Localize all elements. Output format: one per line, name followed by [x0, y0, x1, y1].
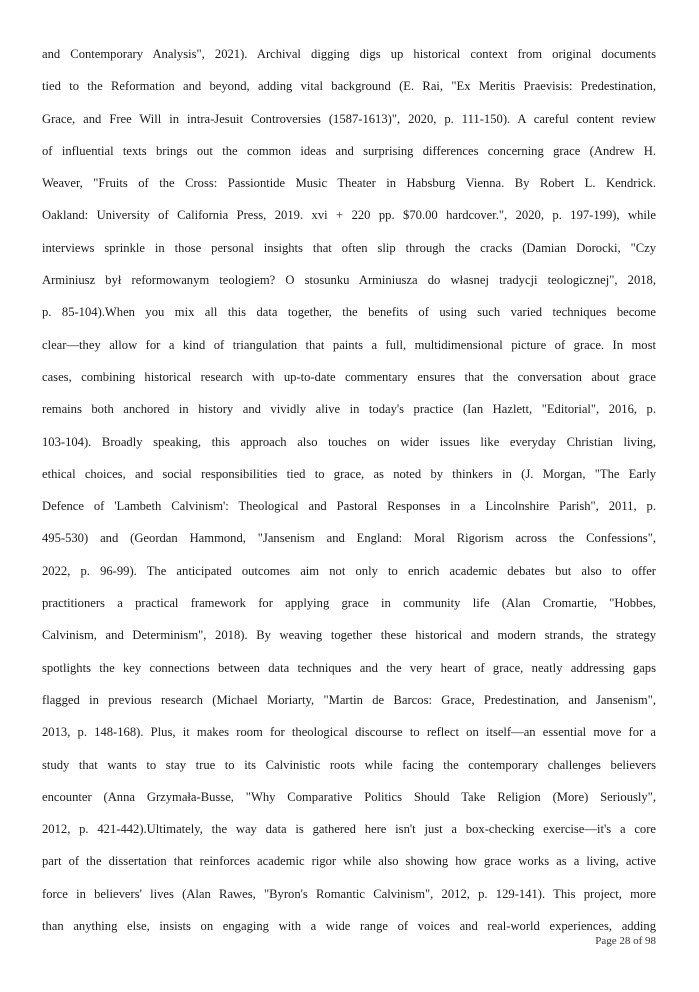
text-line: 2012, p. 421-442).Ultimately, the way data is gathered here isn't just a box-checking exercise—it's a core	[42, 822, 656, 837]
text-line: encounter (Anna Grzymała-Busse, "Why Comparative Politics Should Take Religion (More) Seriously",	[42, 789, 656, 804]
text-line: ethical choices, and social responsibilities tied to grace, as noted by thinkers in (J. Morgan, "The Early	[42, 466, 656, 481]
text-line: than anything else, insists on engaging with a wide range of voices and real-world experiences, adding	[42, 919, 656, 934]
text-line: 103-104). Broadly speaking, this approach also touches on wider issues like everyday Christian living,	[42, 434, 656, 449]
text-line: part of the dissertation that reinforces academic rigor while also showing how grace works as a living, active	[42, 854, 656, 869]
text-line: of influential texts brings out the common ideas and surprising differences concerning grace (Andrew H.	[42, 143, 656, 158]
text-line: study that wants to stay true to its Calvinistic roots while facing the contemporary challenges believers	[42, 757, 656, 772]
text-line: and Contemporary Analysis", 2021). Archival digging digs up historical context from original documents	[42, 47, 656, 61]
text-line: spotlights the key connections between data techniques and the very heart of grace, neatly addressing gaps	[42, 660, 656, 675]
text-line: flagged in previous research (Michael Moriarty, "Martin de Barcos: Grace, Predestination, and Jansenism",	[42, 692, 656, 707]
text-line: practitioners a practical framework for applying grace in community life (Alan Cromartie, "Hobbes,	[42, 596, 656, 611]
text-line: Defence of 'Lambeth Calvinism': Theological and Pastoral Responses in a Lincolnshire Parish", 2011, p.	[42, 499, 656, 514]
text-line: Calvinism, and Determinism", 2018). By weaving together these historical and modern strands, the strategy	[42, 628, 656, 643]
text-line: cases, combining historical research with up-to-date commentary ensures that the conversation about grace	[42, 369, 656, 384]
text-line: p. 85-104).When you mix all this data together, the benefits of using such varied techniques become	[42, 305, 656, 320]
text-line: remains both anchored in history and vividly alive in today's practice (Ian Hazlett, "Editorial", 2016, p.	[42, 402, 656, 417]
text-line: tied to the Reformation and beyond, adding vital background (E. Rai, "Ex Meritis Praevisis: Predestination,	[42, 79, 656, 94]
document-body	[42, 38, 656, 942]
text-line: Weaver, "Fruits of the Cross: Passiontide Music Theater in Habsburg Vienna. By Robert L. Kendrick.	[42, 176, 656, 191]
text-line: Oakland: University of California Press, 2019. xvi + 220 pp. $70.00 hardcover.", 2020, p. 197-199), while	[42, 208, 656, 223]
text-line: 495-530) and (Geordan Hammond, "Jansenism and England: Moral Rigorism across the Confessions",	[42, 531, 656, 546]
text-line: Arminiusz był reformowanym teologiem? O stosunku Arminiusza do własnej tradycji teologicznej", 2018,	[42, 273, 656, 288]
text-line: clear—they allow for a kind of triangulation that paints a full, multidimensional picture of grace. In most	[42, 337, 656, 352]
text-line: force in believers' lives (Alan Rawes, "Byron's Romantic Calvinism", 2012, p. 129-141). This project, more	[42, 886, 656, 901]
text-line: 2022, p. 96-99). The anticipated outcomes aim not only to enrich academic debates but also to offer	[42, 563, 656, 578]
page-number: Page 28 of 98	[595, 935, 656, 947]
text-line: Grace, and Free Will in intra-Jesuit Controversies (1587-1613)", 2020, p. 111-150). A careful content review	[42, 111, 656, 126]
text-line: 2013, p. 148-168). Plus, it makes room for theological discourse to reflect on itself—an essential move for a	[42, 725, 656, 740]
text-line: interviews sprinkle in those personal insights that often slip through the cracks (Damian Dorocki, "Czy	[42, 240, 656, 255]
